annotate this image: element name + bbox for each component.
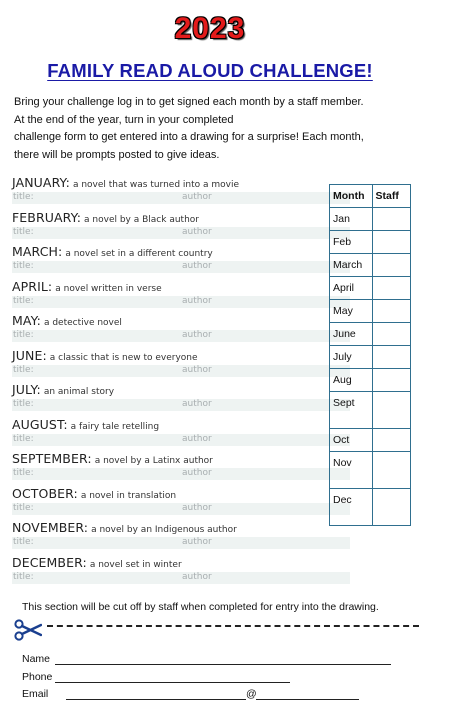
cut-line xyxy=(47,625,419,627)
month-label: DECEMBER: xyxy=(12,555,87,570)
book-entry-field[interactable] xyxy=(12,296,350,308)
month-entry-july xyxy=(12,379,350,411)
month-prompt: a novel written in verse xyxy=(55,284,162,294)
month-entry-august xyxy=(12,414,350,446)
month-prompt: a novel by a Black author xyxy=(84,215,199,225)
table-month-cell: March xyxy=(330,254,373,277)
year-heading: 2023 xyxy=(174,12,246,45)
staff-signature-cell[interactable] xyxy=(372,323,410,346)
staff-signature-table xyxy=(329,184,411,526)
table-month-cell: July xyxy=(330,346,373,369)
book-entry-field[interactable] xyxy=(12,537,350,549)
intro-line: At the end of the year, turn in your completed xyxy=(14,113,234,126)
month-label: NOVEMBER: xyxy=(12,520,89,535)
email-user-field[interactable] xyxy=(66,699,246,700)
title-label: title: xyxy=(13,468,34,478)
month-entry-january xyxy=(12,172,350,204)
book-entry-field[interactable] xyxy=(12,192,350,204)
cutoff-note: This section will be cut off by staff when completed for entry into the drawing. xyxy=(22,601,379,613)
book-entry-field[interactable] xyxy=(12,399,350,411)
staff-signature-cell[interactable] xyxy=(372,452,410,489)
intro-line: Bring your challenge log in to get signed each month by a staff member. xyxy=(14,96,364,108)
staff-signature-cell[interactable] xyxy=(372,277,410,300)
book-entry-field[interactable] xyxy=(12,261,350,273)
staff-signature-cell[interactable] xyxy=(372,429,410,452)
book-entry-field[interactable] xyxy=(12,365,350,377)
author-label: author xyxy=(182,399,212,409)
author-label: author xyxy=(182,434,212,444)
month-prompt: a novel set in winter xyxy=(89,560,182,570)
intro-text xyxy=(14,94,454,164)
author-label: author xyxy=(182,572,212,582)
title-label: title: xyxy=(13,434,34,444)
month-prompt: a classic that is new to everyone xyxy=(49,353,198,363)
staff-signature-cell[interactable] xyxy=(372,346,410,369)
author-label: author xyxy=(182,365,212,375)
title-label: title: xyxy=(13,192,34,202)
staff-signature-cell[interactable] xyxy=(372,392,410,429)
staff-signature-cell[interactable] xyxy=(372,369,410,392)
title-label: title: xyxy=(13,399,34,409)
phone-row xyxy=(22,671,52,683)
title-label: title: xyxy=(13,296,34,306)
table-month-cell: Nov xyxy=(330,452,373,489)
month-entry-march xyxy=(12,241,350,273)
title-label: title: xyxy=(13,261,34,271)
month-entry-february xyxy=(12,207,350,239)
email-at-sign: @ xyxy=(246,688,257,700)
month-prompt: a fairy tale retelling xyxy=(70,422,160,432)
name-row xyxy=(22,653,50,665)
month-label: JULY: xyxy=(12,382,41,397)
title-label: title: xyxy=(13,365,34,375)
month-prompt: an animal story xyxy=(43,387,115,397)
month-prompt: a novel by an Indigenous author xyxy=(91,525,237,535)
month-label: JANUARY: xyxy=(12,175,70,190)
month-entry-november xyxy=(12,517,350,549)
phone-label: Phone xyxy=(22,671,53,683)
book-entry-field[interactable] xyxy=(12,572,350,584)
month-entry-december xyxy=(12,552,350,584)
email-label: Email xyxy=(22,688,49,700)
title-label: title: xyxy=(13,572,34,582)
book-entry-field[interactable] xyxy=(12,468,350,480)
author-label: author xyxy=(182,227,212,237)
month-entry-september xyxy=(12,448,350,480)
table-month-cell: Feb xyxy=(330,231,373,254)
month-prompt: a detective novel xyxy=(43,318,122,328)
staff-signature-cell[interactable] xyxy=(372,300,410,323)
month-entry-june xyxy=(12,345,350,377)
staff-signature-cell[interactable] xyxy=(372,489,410,526)
author-label: author xyxy=(182,192,212,202)
month-label: FEBRUARY: xyxy=(12,210,82,225)
month-prompt: a novel that was turned into a movie xyxy=(72,180,240,190)
month-prompt: a novel set in a different country xyxy=(65,249,213,259)
staff-signature-cell[interactable] xyxy=(372,208,410,231)
phone-field[interactable] xyxy=(55,682,290,683)
month-label: AUGUST: xyxy=(12,417,68,432)
author-label: author xyxy=(182,296,212,306)
staff-signature-cell[interactable] xyxy=(372,231,410,254)
month-label: MAY: xyxy=(12,313,41,328)
month-prompt: a novel by a Latinx author xyxy=(94,456,213,466)
table-month-cell: Oct xyxy=(330,429,373,452)
author-label: author xyxy=(182,537,212,547)
month-column-header: Month xyxy=(330,185,373,208)
title-label: title: xyxy=(13,537,34,547)
month-label: OCTOBER: xyxy=(12,486,78,501)
table-month-cell: June xyxy=(330,323,373,346)
staff-signature-cell[interactable] xyxy=(372,254,410,277)
table-month-cell: April xyxy=(330,277,373,300)
title-label: title: xyxy=(13,227,34,237)
author-label: author xyxy=(182,503,212,513)
intro-line: there will be prompts posted to give ideas. xyxy=(14,148,220,161)
table-month-cell: May xyxy=(330,300,373,323)
scissors-icon xyxy=(14,619,42,641)
book-entry-field[interactable] xyxy=(12,503,350,515)
month-label: APRIL: xyxy=(12,279,53,294)
name-field[interactable] xyxy=(55,664,391,665)
month-label: SEPTEMBER: xyxy=(12,451,92,466)
author-label: author xyxy=(182,261,212,271)
month-label: MARCH: xyxy=(12,244,63,259)
title-label: title: xyxy=(13,503,34,513)
intro-line: challenge form to get entered into a drawing for a surprise! Each month, xyxy=(14,131,364,143)
month-entry-may xyxy=(12,310,350,342)
page-title: FAMILY READ ALOUD CHALLENGE! xyxy=(47,60,373,81)
table-month-cell: Jan xyxy=(330,208,373,231)
title-label: title: xyxy=(13,330,34,340)
book-entry-field[interactable] xyxy=(12,227,350,239)
staff-column-header: Staff xyxy=(372,185,410,208)
book-entry-field[interactable] xyxy=(12,330,350,342)
name-label: Name xyxy=(22,653,51,665)
book-entry-field[interactable] xyxy=(12,434,350,446)
table-month-cell: Sept xyxy=(330,392,373,429)
email-row xyxy=(22,688,48,700)
month-entry-october xyxy=(12,483,350,515)
email-domain-field[interactable] xyxy=(256,699,359,700)
month-entry-april xyxy=(12,276,350,308)
table-month-cell: Dec xyxy=(330,489,373,526)
table-month-cell: Aug xyxy=(330,369,373,392)
author-label: author xyxy=(182,330,212,340)
month-label: JUNE: xyxy=(12,348,47,363)
author-label: author xyxy=(182,468,212,478)
month-prompt: a novel in translation xyxy=(80,491,177,501)
